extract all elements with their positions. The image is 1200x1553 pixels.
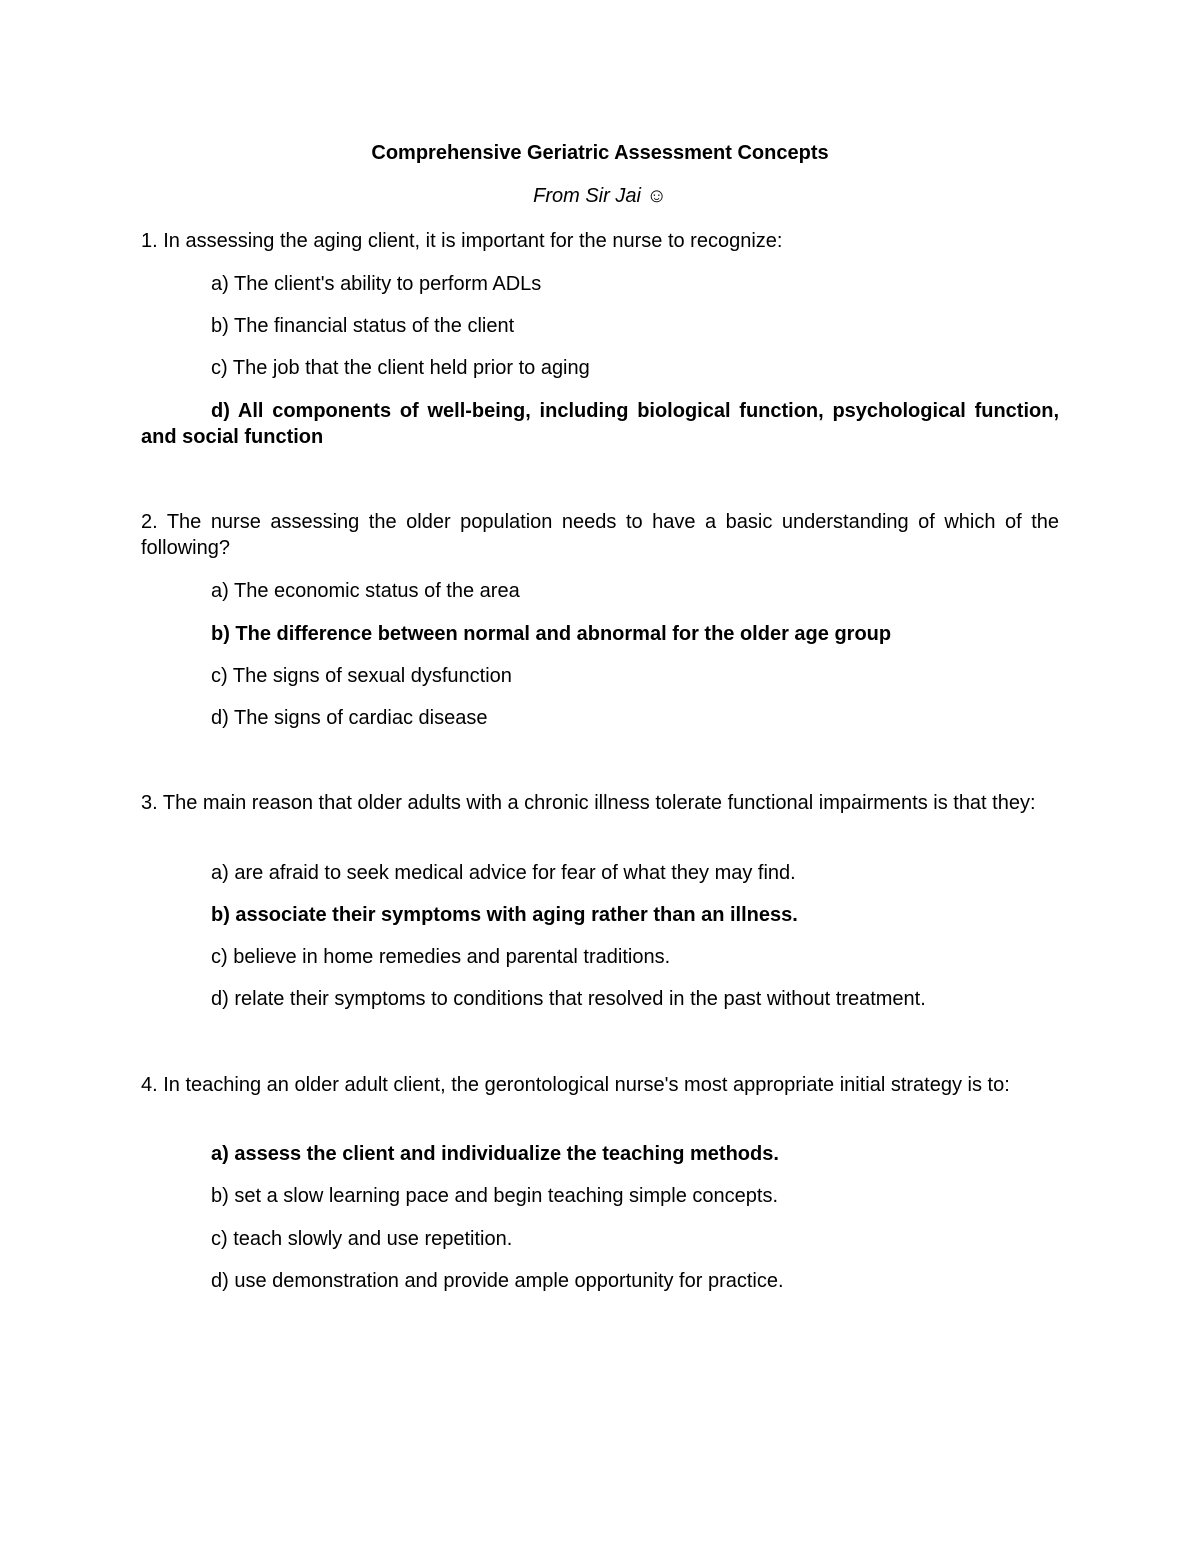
question-2-option-b-answer: b) The difference between normal and abnormal for the older age group — [211, 623, 892, 645]
question-1-option-d-answer: d) All components of well-being, including biological function, psychological function, and social function — [141, 400, 1059, 448]
question-3-text: 3. The main reason that older adults with a chronic illness tolerate functional impairments is that they: — [141, 792, 1036, 814]
question-1-option-a: a) The client's ability to perform ADLs — [211, 273, 542, 295]
question-3-option-d: d) relate their symptoms to conditions that resolved in the past without treatment. — [211, 988, 926, 1010]
document-subtitle: From Sir Jai ☺ — [533, 185, 667, 207]
question-3-option-c: c) believe in home remedies and parental traditions. — [211, 946, 671, 968]
question-4-option-d: d) use demonstration and provide ample opportunity for practice. — [211, 1270, 784, 1292]
question-3-option-a: a) are afraid to seek medical advice for fear of what they may find. — [211, 862, 796, 884]
document-title: Comprehensive Geriatric Assessment Concepts — [371, 142, 829, 164]
question-3-option-b-answer: b) associate their symptoms with aging rather than an illness. — [211, 904, 798, 926]
question-2-text: 2. The nurse assessing the older population needs to have a basic understanding of which of the following? — [141, 511, 1059, 559]
question-4-text: 4. In teaching an older adult client, the gerontological nurse's most appropriate initial strategy is to: — [141, 1074, 1010, 1096]
question-2-option-c: c) The signs of sexual dysfunction — [211, 665, 512, 687]
question-2-option-a: a) The economic status of the area — [211, 580, 520, 602]
question-1-option-c: c) The job that the client held prior to aging — [211, 357, 590, 379]
question-2-option-d: d) The signs of cardiac disease — [211, 707, 488, 729]
question-1-option-b: b) The financial status of the client — [211, 315, 515, 337]
question-4-option-a-answer: a) assess the client and individualize the teaching methods. — [211, 1143, 779, 1165]
question-4-option-c: c) teach slowly and use repetition. — [211, 1228, 513, 1250]
question-4-option-b: b) set a slow learning pace and begin teaching simple concepts. — [211, 1185, 779, 1207]
question-1-text: 1. In assessing the aging client, it is important for the nurse to recognize: — [141, 230, 783, 252]
